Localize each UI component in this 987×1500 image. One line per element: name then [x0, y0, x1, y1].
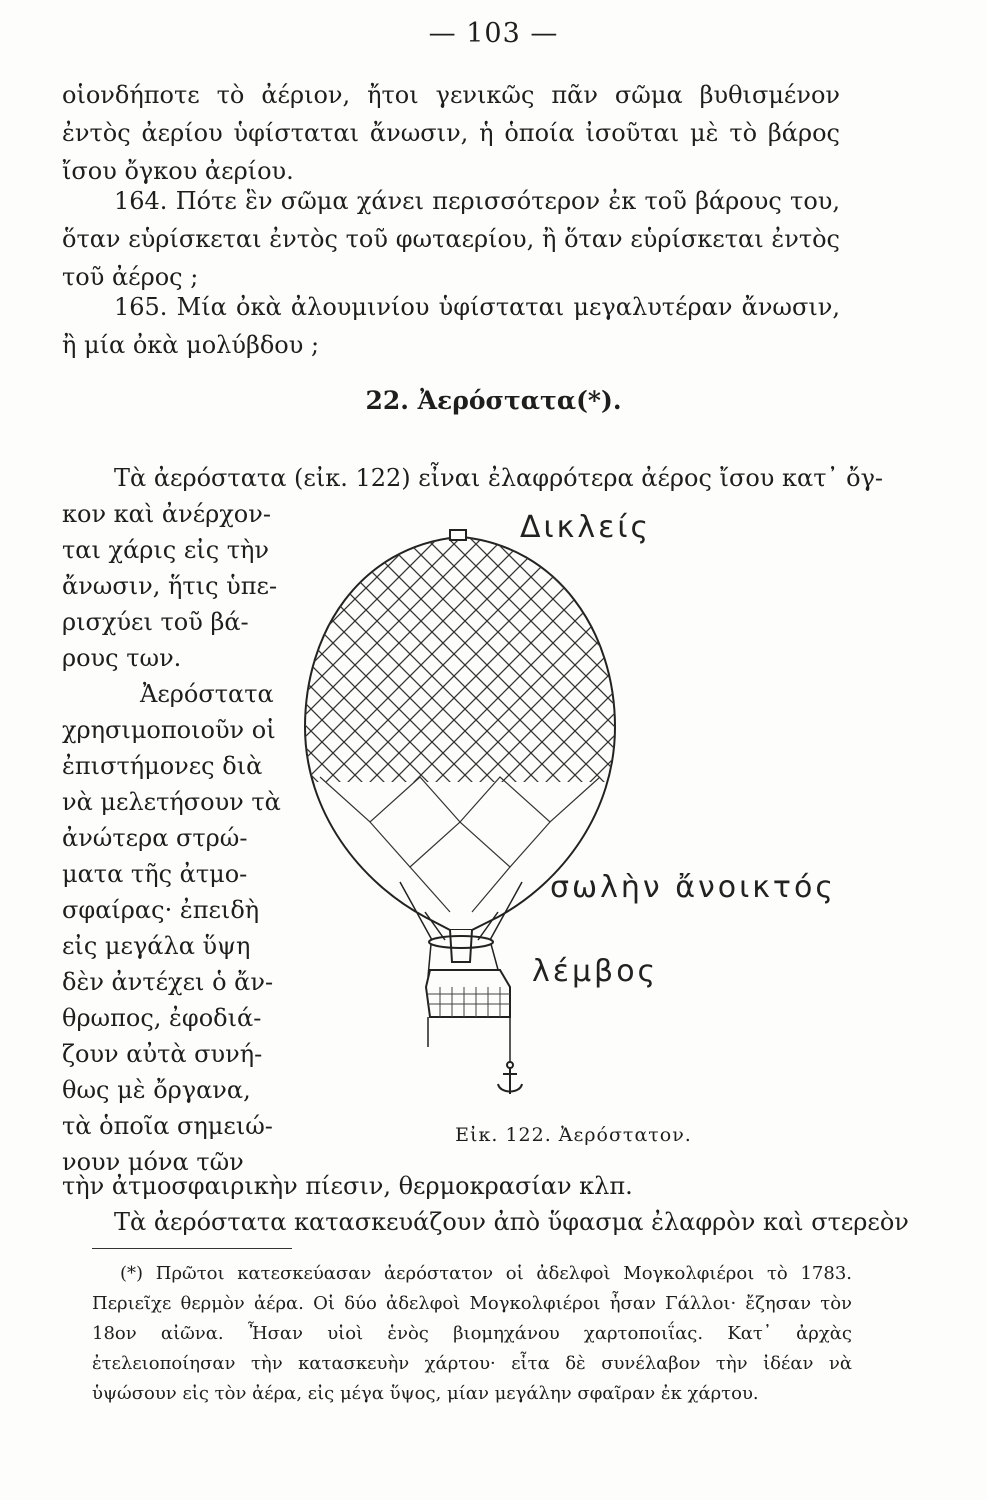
figure-caption: Εἰκ. 122. Ἀερόστατον.: [455, 1124, 692, 1146]
column-line: κον καὶ ἀνέρχον-: [62, 500, 271, 528]
column-line: θως μὲ ὄργανα,: [62, 1076, 251, 1104]
valve-icon: [450, 530, 466, 540]
column-line: ματα τῆς ἀτμο-: [62, 860, 248, 888]
column-line: θρωπος, ἐφοδιά-: [62, 1004, 262, 1032]
balloon-neck: [450, 930, 472, 962]
column-line: ρισχύει τοῦ βά-: [62, 608, 249, 636]
column-line: δὲν ἀντέχει ὁ ἄν-: [62, 968, 274, 996]
column-line: Ἀερόστατα: [140, 680, 274, 708]
paragraph-buoyancy: οἱονδήποτε τὸ ἀέριον, ἤτοι γενικῶς πᾶν σῶμα βυθισμένον ἐντὸς ἀερίου ὑφίσταται ἄνωσιν, ἡ ὁποία ἰσοῦται μὲ τὸ βάρος ἴσου ὄγκου ἀερίου.: [62, 81, 840, 185]
footnote: [92, 1259, 852, 1409]
column-line: ἄνωσιν, ἥτις ὑπε-: [62, 572, 278, 600]
body-line-construction: Τὰ ἀερόστατα κατασκευάζουν ἀπὸ ὕφασμα ἐλαφρὸν καὶ στερεὸν: [114, 1208, 909, 1236]
body-first-line: Τὰ ἀερόστατα (εἰκ. 122) εἶναι ἐλαφρότερα ἀέρος ἴσου κατ᾽ ὄγ-: [114, 464, 884, 492]
question-165: 165. Μία ὀκὰ ἀλουμινίου ὑφίσταται μεγαλυτέραν ἄνωσιν, ἢ μία ὀκὰ μολύβδου ;: [62, 293, 840, 359]
column-line: ἀνώτερα στρώ-: [62, 824, 248, 852]
column-line: ρους των.: [62, 644, 182, 672]
column-line: νὰ μελετήσουν τὰ: [62, 788, 281, 816]
column-line: τὰ ὁποῖα σημειώ-: [62, 1112, 273, 1140]
column-line: ται χάρις εἰς τὴν: [62, 536, 270, 564]
section-title: 22. Ἀερόστατα(*).: [365, 386, 622, 415]
footnote-text: (*) Πρῶτοι κατεσκεύασαν ἀερόστατον οἱ ἀδελφοὶ Μογκολφιέροι τὸ 1783. Περιεῖχε θερμὸν ἀέρα. Οἱ δύο ἀδελφοὶ Μογκολφιέροι ἦσαν Γάλλοι· ἔζησαν τὸν 18ον αἰῶνα. Ἦσαν υἱοὶ ἑνὸς βιομηχάνου χαρτοποιΐας. Κατ᾽ ἀρχὰς ἐτελειοποίησαν τὴν κατασκευὴν χάρτου· εἶτα δὲ συνέλαβον τὴν ἰδέαν νὰ ὑψώσουν εἰς τὸν ἀέρα, εἰς μέγα ὕψος, μίαν μεγάλην σφαῖραν ἐκ χάρτου.: [92, 1263, 852, 1404]
column-line: σφαίρας· ἐπειδὴ: [62, 896, 260, 924]
label-open-tube: σωλὴν ἄνοικτός: [550, 870, 836, 905]
page-number: — 103 —: [428, 18, 559, 49]
label-valve: Δικλείς: [520, 510, 652, 545]
column-line: εἰς μεγάλα ὕψη: [62, 932, 251, 960]
basket-icon: [426, 970, 510, 1017]
balloon-illustration: [300, 522, 860, 1122]
balloon-figure: [300, 510, 860, 1122]
question-164: 164. Πότε ἓν σῶμα χάνει περισσότερον ἐκ τοῦ βάρους του, ὅταν εὑρίσκεται ἐντὸς τοῦ φωταερίου, ἢ ὅταν εὑρίσκεται ἐντὸς τοῦ ἀέρος ;: [62, 187, 840, 291]
column-line: ἐπιστήμονες διὰ: [62, 752, 263, 780]
label-basket: λέμβος: [532, 954, 659, 989]
anchor-icon: [498, 1062, 522, 1094]
column-line: χρησιμοποιοῦν οἱ: [62, 716, 276, 744]
column-line: ζουν αὐτὰ συνή-: [62, 1040, 263, 1068]
column-line: νουν μόνα τῶν: [62, 1148, 244, 1176]
footnote-rule: [92, 1248, 292, 1249]
body-line-pressure: τὴν ἀτμοσφαιρικὴν πίεσιν, θερμοκρασίαν κλπ.: [62, 1172, 633, 1200]
